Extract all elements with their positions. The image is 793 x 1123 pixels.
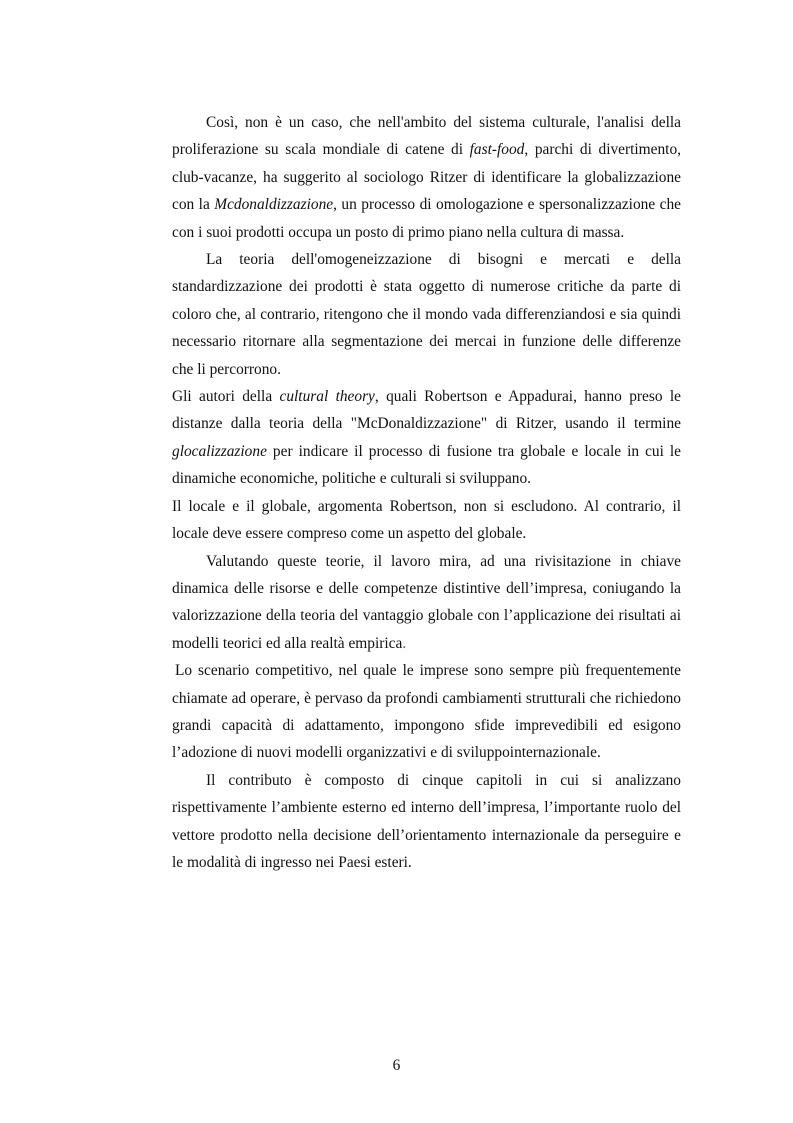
text-run: Così, non è un caso, che nell'ambito del sistema culturale, l'analisi della proliferazione su scala mondiale di catene di	[172, 114, 681, 159]
body-text	[172, 109, 681, 876]
accent-mark: .	[402, 634, 407, 652]
text-run: La teoria dell'omogeneizzazione di bisogni e mercati e della standardizzazione dei prodotti è stata oggetto di numerose critiche da parte di coloro che, al contrario, ritengono che il mondo vada differenziandosi e sia quindi necessario ritornare alla segmentazione dei mercai in funzione delle differenze che li percorrono.	[172, 251, 681, 378]
paragraph-p2	[172, 246, 681, 383]
paragraph-p5	[172, 548, 681, 658]
italic-term: fast-food	[469, 141, 525, 159]
italic-term: glocalizzazione	[172, 442, 267, 460]
text-run: per indicare il processo di fusione tra globale e locale in cui le dinamiche economiche, politiche e culturali si sviluppano.	[172, 442, 681, 488]
paragraph-p1	[172, 109, 681, 246]
text-run: , quali Robertson e Appadurai, hanno preso le distanze dalla teoria della "McDonaldizzazione" di Ritzer, usando il termine	[172, 388, 681, 433]
paragraph-p3	[172, 383, 681, 493]
text-run: , un processo di omologazione e spersonalizzazione che con i suoi prodotti occupa un posto di primo piano nella cultura di massa.	[172, 196, 681, 241]
paragraph-p4	[172, 493, 681, 548]
italic-term: Mcdonaldizzazione	[214, 196, 334, 214]
paragraph-p7	[172, 767, 681, 877]
italic-term: cultural theory	[279, 388, 375, 406]
text-run: Valutando queste teorie, il lavoro mira, ad una rivisitazione in chiave dinamica delle risorse e delle competenze distintive dell’impresa, coniugando la valorizzazione della teoria del vantaggio globale con l’applicazione dei risultati ai modelli teorici ed alla realtà empirica	[172, 552, 681, 652]
page-number: 6	[392, 1057, 401, 1074]
text-run: Lo scenario competitivo, nel quale le imprese sono sempre più frequentemente chiamate ad operare, è pervaso da profondi cambiamenti strutturali che richiedono grandi capacità di adattamento, impongono sfide imprevedibili ed esigono l’adozione di nuovi modelli organizzativi e di sviluppointernazionale.	[172, 662, 681, 762]
paragraph-p6	[172, 657, 681, 767]
text-run: Gli autori della	[172, 388, 280, 406]
text-run: Il locale e il globale, argomenta Robertson, non si escludono. Al contrario, il locale deve essere compreso come un aspetto del globale.	[172, 497, 681, 543]
text-run: Il contributo è composto di cinque capitoli in cui si analizzano rispettivamente l’ambiente esterno ed interno dell’impresa, l’importante ruolo del vettore prodotto nella decisione dell’orientamento internazionale da perseguire e le modalità di ingresso nei Paesi esteri.	[172, 771, 681, 871]
text-run: , parchi di divertimento, club-vacanze, ha suggerito al sociologo Ritzer di identificare la globalizzazione con la	[172, 141, 681, 214]
